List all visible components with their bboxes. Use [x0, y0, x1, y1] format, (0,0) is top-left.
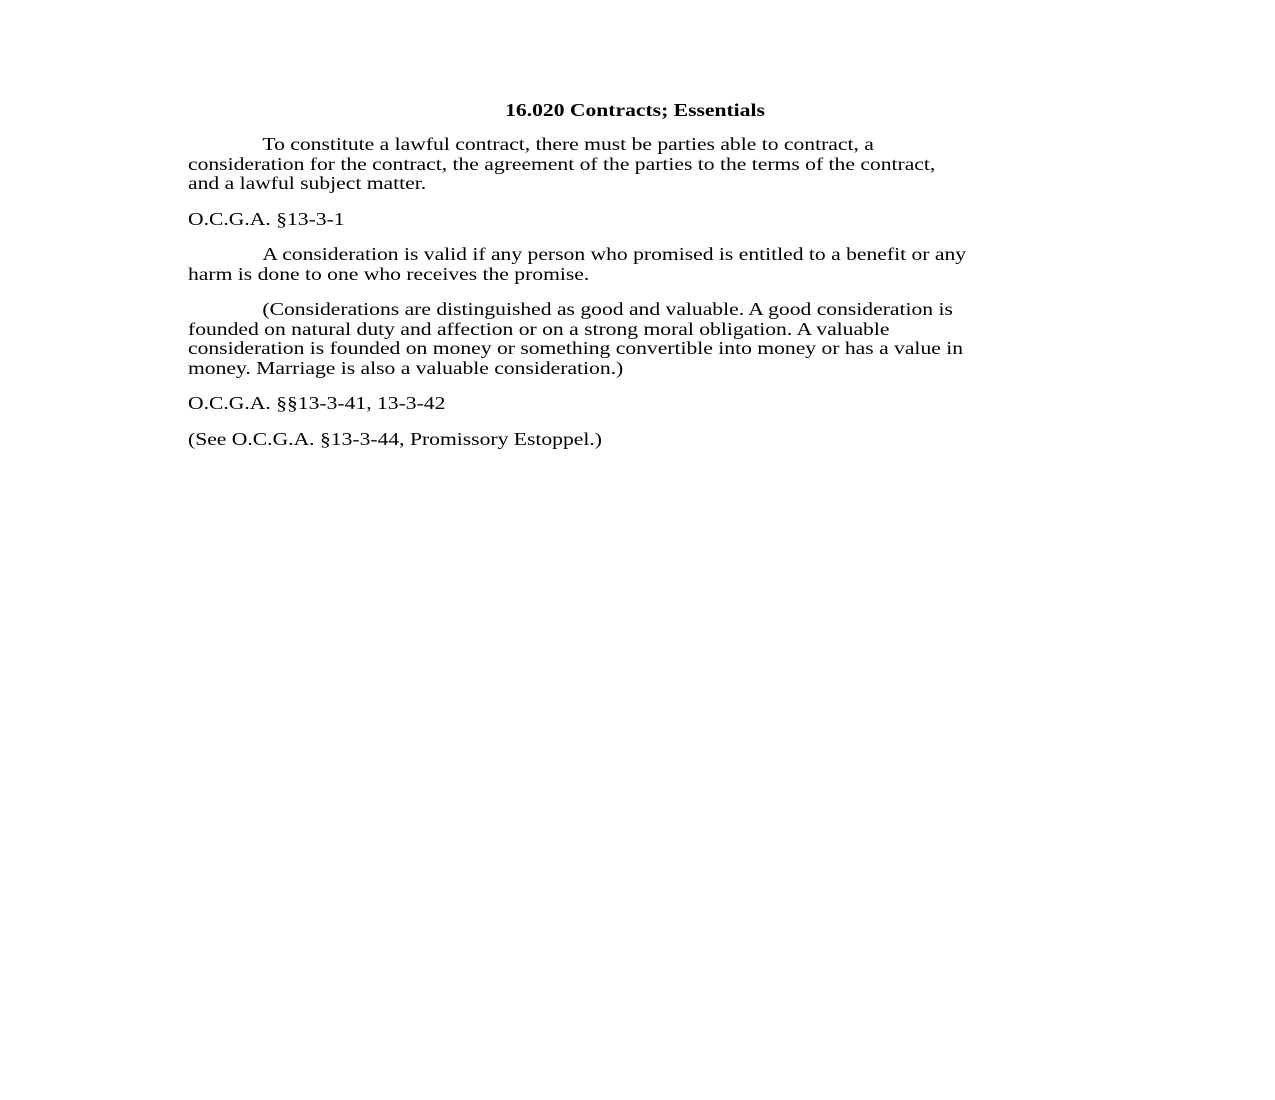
citation-13-3-1 [188, 210, 1076, 230]
see-also-promissory-estoppel [188, 430, 1076, 450]
text-line: (See O.C.G.A. §13-3-44, Promissory Estoppel.) [188, 428, 602, 449]
text-line: money. Marriage is also a valuable consideration.) [188, 357, 624, 378]
text-line: To constitute a lawful contract, there must be parties able to contract, a [262, 134, 874, 154]
document-page [188, 99, 1076, 465]
text-line: consideration is founded on money or something convertible into money or has a value in [188, 338, 964, 358]
text-line: A consideration is valid if any person who promised is entitled to a benefit or any [262, 244, 967, 264]
document-title: 16.020 Contracts; Essentials [505, 100, 765, 120]
paragraph-valid-consideration [188, 245, 1076, 284]
paragraph-contract-essentials [188, 135, 1076, 194]
text-line: (Considerations are distinguished as good and valuable. A good consideration is [262, 299, 953, 319]
paragraph-good-valuable-consideration [188, 300, 1076, 378]
text-line: and a lawful subject matter. [188, 173, 427, 193]
text-line: consideration for the contract, the agreement of the parties to the terms of the contract, [188, 153, 936, 174]
citation-13-3-41-42 [188, 394, 1076, 414]
text-line: harm is done to one who receives the promise. [188, 263, 590, 284]
text-line: O.C.G.A. §§13-3-41, 13-3-42 [188, 393, 446, 413]
text-line: founded on natural duty and affection or on a strong moral obligation. A valuable [188, 318, 890, 339]
text-line: O.C.G.A. §13-3-1 [188, 208, 345, 229]
